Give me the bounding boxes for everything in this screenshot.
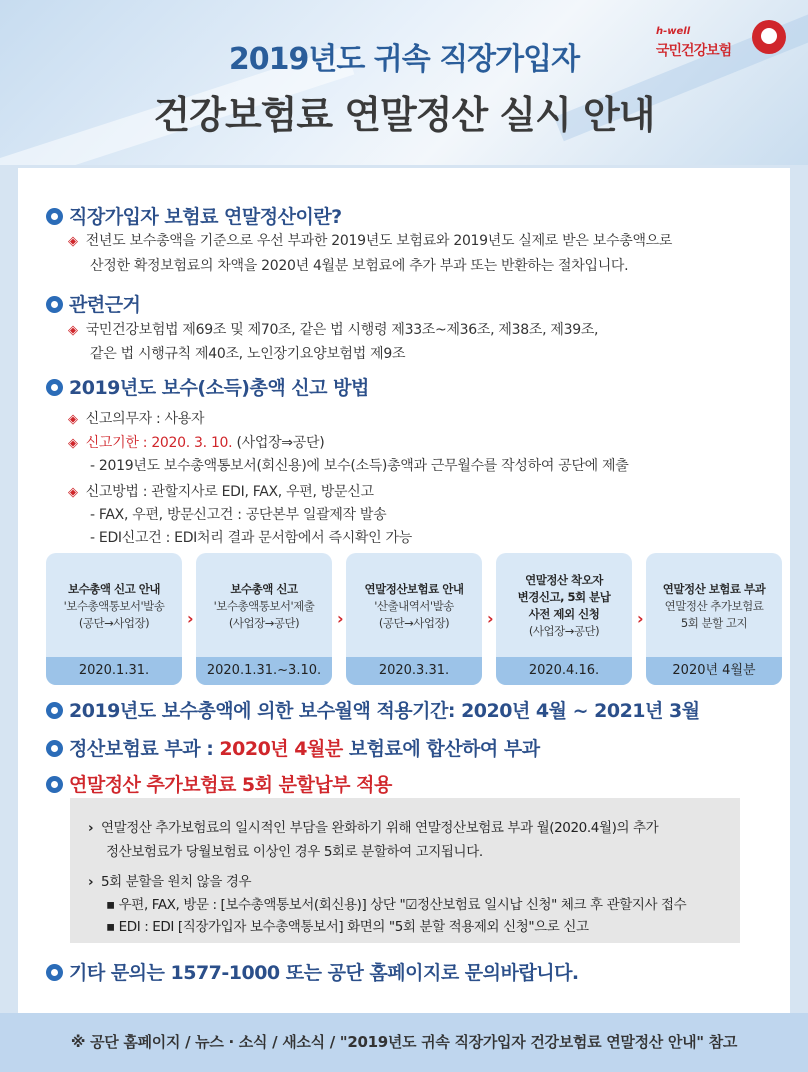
report-method-detail1: - FAX, 우편, 방문신고건 : 공단본부 일괄제작 발송 (90, 507, 387, 523)
installment-info-box (70, 798, 740, 943)
section-bullet-icon (46, 964, 63, 981)
flow-step-date: 2020.1.31.~3.10. (196, 657, 332, 685)
section-title-report-method: 2019년도 보수(소득)총액 신고 방법 (46, 373, 369, 400)
flow-arrow-icon: › (637, 609, 644, 628)
flow-arrow-icon: › (337, 609, 344, 628)
section-bullet-icon (46, 296, 63, 313)
process-flow (46, 553, 781, 685)
section-bullet-icon (46, 208, 63, 225)
report-method: ◈ 신고방법 : 관할지사로 EDI, FAX, 우편, 방문신고 (68, 484, 374, 500)
flow-step-1: 보수총액 신고 안내 '보수총액통보서'발송 (공단→사업장) 2020.1.31. (46, 553, 182, 685)
installment-p1-line2: 정산보험료가 당월보험료 이상인 경우 5회로 분할하여 고지됩니다. (106, 844, 483, 860)
diamond-bullet-icon: ◈ (68, 485, 78, 500)
footer-note: ※ 공단 홈페이지 / 뉴스 · 소식 / 새소식 / "2019년도 귀속 직장가입자 건강보험료 연말정산 안내" 참고 (0, 1013, 808, 1072)
nhis-logo (656, 20, 786, 70)
flow-step-4: 연말정산 착오자 변경신고, 5회 분납 사전 제외 신청 (사업장→공단) 2020.4.16. (496, 553, 632, 685)
title-line1: 2019년도 귀속 직장가입자 (228, 42, 580, 77)
flow-step-2: 보수총액 신고 '보수총액통보서'제출 (사업장→공단) 2020.1.31.~3.10. (196, 553, 332, 685)
diamond-bullet-icon: ◈ (68, 323, 78, 338)
flow-step-date: 2020.1.31. (46, 657, 182, 685)
flow-step-date: 2020년 4월분 (646, 657, 782, 685)
report-deadline: ◈ 신고기한 : 2020. 3. 10. (사업장⇒공단) (68, 435, 325, 451)
basis-line1: ◈ 국민건강보험법 제69조 및 제70조, 같은 법 시행령 제33조~제36조, 제38조, 제39조, (68, 322, 599, 338)
diamond-bullet-icon: ◈ (68, 234, 78, 249)
section-bullet-icon (46, 776, 63, 793)
flow-step-5: 연말정산 보험료 부과 연말정산 추가보험료 5회 분할 고지 2020년 4월분 (646, 553, 782, 685)
flow-step-date: 2020.3.31. (346, 657, 482, 685)
definition-line2: 산정한 확정보험료의 차액을 2020년 4월분 보험료에 추가 부과 또는 반환하는 절차입니다. (90, 258, 629, 274)
installment-p2-item1: ▪ 우편, FAX, 방문 : [보수총액통보서(회신용)] 상단 "☑정산보험료 일시납 신청" 체크 후 관할지사 접수 (106, 897, 687, 913)
section-title-basis: 관련근거 (46, 290, 140, 317)
report-deadline-detail: - 2019년도 보수총액통보서(회신용)에 보수(소득)총액과 근무월수를 작성하여 공단에 제출 (90, 458, 629, 474)
logo-name: 국민건강보험 (656, 43, 732, 59)
report-method-detail2: - EDI신고건 : EDI처리 결과 문서함에서 즉시확인 가능 (90, 530, 412, 546)
content-panel (18, 168, 790, 1013)
installment-p1-line1: › 연말정산 추가보험료의 일시적인 부담을 완화하기 위해 연말정산보험료 부과 월(2020.4월)의 추가 (88, 820, 659, 836)
logo-mark-icon (752, 20, 786, 54)
section-title-definition: 직장가입자 보험료 연말정산이란? (46, 202, 342, 229)
section-title-inquiry: 기타 문의는 1577-1000 또는 공단 홈페이지로 문의바랍니다. (46, 958, 579, 985)
title-line2: 건강보험료 연말정산 실시 안내 (153, 93, 655, 137)
section-bullet-icon (46, 740, 63, 757)
section-bullet-icon (46, 702, 63, 719)
flow-arrow-icon: › (187, 609, 194, 628)
flow-step-date: 2020.4.16. (496, 657, 632, 685)
section-title-application-period: 2019년도 보수총액에 의한 보수월액 적용기간: 2020년 4월 ~ 2021년 3월 (46, 696, 700, 723)
diamond-bullet-icon: ◈ (68, 436, 78, 451)
logo-tagline: h-well (656, 26, 691, 37)
header-banner (0, 0, 808, 165)
basis-line2: 같은 법 시행규칙 제40조, 노인장기요양보험법 제9조 (90, 346, 406, 362)
diamond-bullet-icon: ◈ (68, 412, 78, 427)
section-bullet-icon (46, 379, 63, 396)
definition-line1: ◈ 전년도 보수총액을 기준으로 우선 부과한 2019년도 보험료와 2019년도 실제로 받은 보수총액으로 (68, 233, 673, 249)
section-title-installment: 연말정산 추가보험료 5회 분할납부 적용 (46, 770, 392, 797)
installment-p2-title: › 5회 분할을 원치 않을 경우 (88, 874, 252, 890)
installment-p2-item2: ▪ EDI : EDI [직장가입자 보수총액통보서] 화면의 "5회 분할 적용제외 신청"으로 신고 (106, 919, 589, 935)
flow-arrow-icon: › (487, 609, 494, 628)
section-title-settlement-charge: 정산보험료 부과 : 2020년 4월분 보험료에 합산하여 부과 (46, 734, 540, 761)
flow-step-3: 연말정산보험료 안내 '산출내역서'발송 (공단→사업장) 2020.3.31. (346, 553, 482, 685)
report-obligor: ◈ 신고의무자 : 사용자 (68, 411, 205, 427)
